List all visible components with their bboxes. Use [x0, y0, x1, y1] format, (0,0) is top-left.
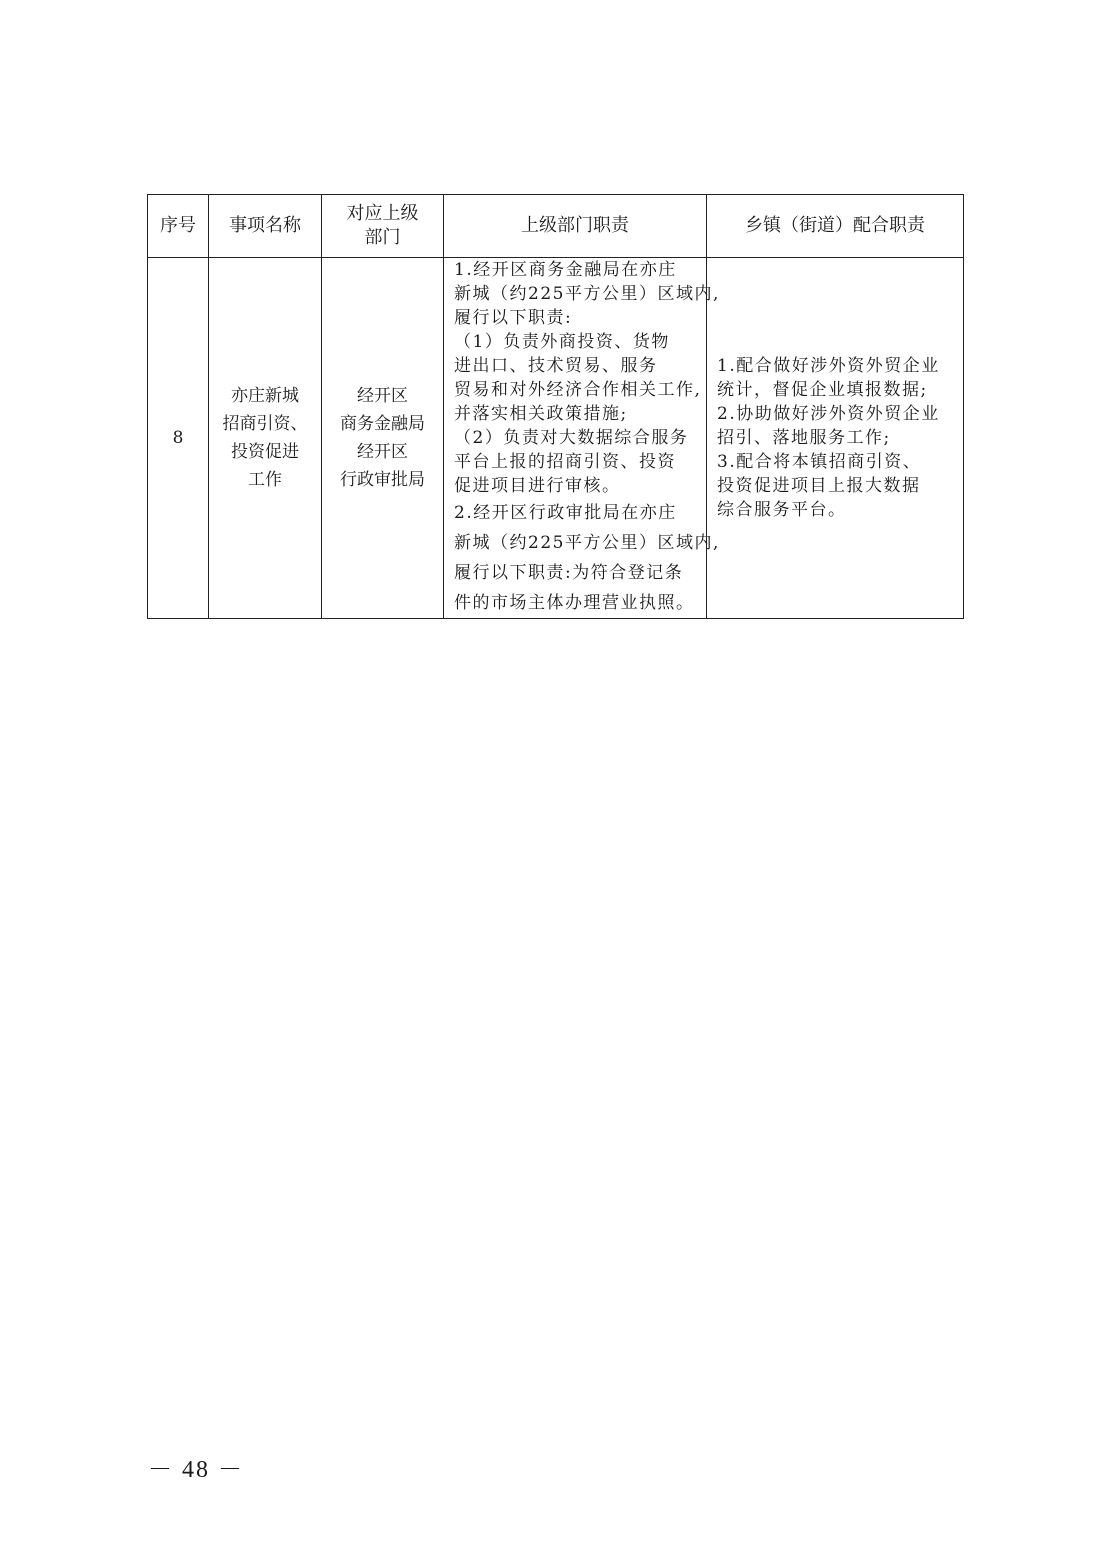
item-name-line: 投资促进: [231, 442, 299, 462]
dept-line: 经开区: [357, 386, 408, 406]
item-name-line: 亦庄新城: [231, 386, 299, 406]
town-duty-line: 招引、落地服务工作;: [717, 428, 891, 448]
upper-duty-line: 新城（约225平方公里）区域内,: [454, 533, 720, 553]
cell-upper-dept: [322, 258, 444, 619]
header-index: 序号: [148, 195, 209, 258]
upper-duty-line: 平台上报的招商引资、投资: [454, 452, 676, 472]
town-duty-line: 2.协助做好涉外资外贸企业: [717, 404, 940, 424]
upper-duty-line: 履行以下职责:为符合登记条: [454, 563, 684, 583]
town-duty-line: 1.配合做好涉外资外贸企业: [717, 356, 940, 376]
town-duty-line: 3.配合将本镇招商引资、: [717, 452, 922, 472]
header-upper-dept-line: 对应上级: [346, 203, 419, 224]
table-header-row: [148, 195, 964, 258]
town-duty-line: 投资促进项目上报大数据: [717, 476, 921, 496]
town-duty-line: 统计，督促企业填报数据;: [717, 380, 928, 400]
dept-line: 商务金融局: [340, 414, 425, 434]
header-town-duties: 乡镇（街道）配合职责: [707, 195, 964, 258]
upper-duty-line: 并落实相关政策措施;: [454, 404, 628, 424]
upper-duty-line: 2.经开区行政审批局在亦庄: [454, 503, 677, 523]
cell-item-name: [209, 258, 322, 619]
cell-town-duties: [707, 258, 964, 619]
item-name-line: 招商引资、: [222, 414, 308, 434]
duty-table: [147, 194, 964, 619]
cell-upper-duties: [444, 258, 720, 619]
upper-duty-line: 件的市场主体办理营业执照。: [454, 593, 695, 613]
cell-index: 8: [148, 258, 209, 619]
upper-duty-line: （1）负责外商投资、货物: [454, 332, 670, 352]
upper-duty-line: 贸易和对外经济合作相关工作,: [454, 380, 702, 400]
upper-duty-line: 促进项目进行审核。: [454, 476, 621, 496]
header-upper-duties: 上级部门职责: [444, 195, 707, 258]
dept-line: 行政审批局: [340, 470, 425, 490]
town-duty-line: 综合服务平台。: [717, 500, 847, 520]
upper-duty-line: （2）负责对大数据综合服务: [454, 428, 689, 448]
table-row: [148, 258, 964, 619]
item-name-line: 工作: [248, 470, 282, 490]
upper-duty-line: 履行以下职责:: [454, 308, 573, 328]
page-number: － 48 －: [148, 1457, 244, 1483]
upper-duty-line: 进出口、技术贸易、服务: [454, 356, 658, 376]
upper-duty-line: 1.经开区商务金融局在亦庄: [454, 260, 677, 280]
upper-duty-line: 新城（约225平方公里）区域内,: [454, 284, 720, 304]
header-upper-dept-line: 部门: [364, 227, 401, 248]
header-upper-dept: [322, 195, 444, 258]
dept-line: 经开区: [357, 442, 408, 462]
header-item-name: 事项名称: [209, 195, 322, 258]
